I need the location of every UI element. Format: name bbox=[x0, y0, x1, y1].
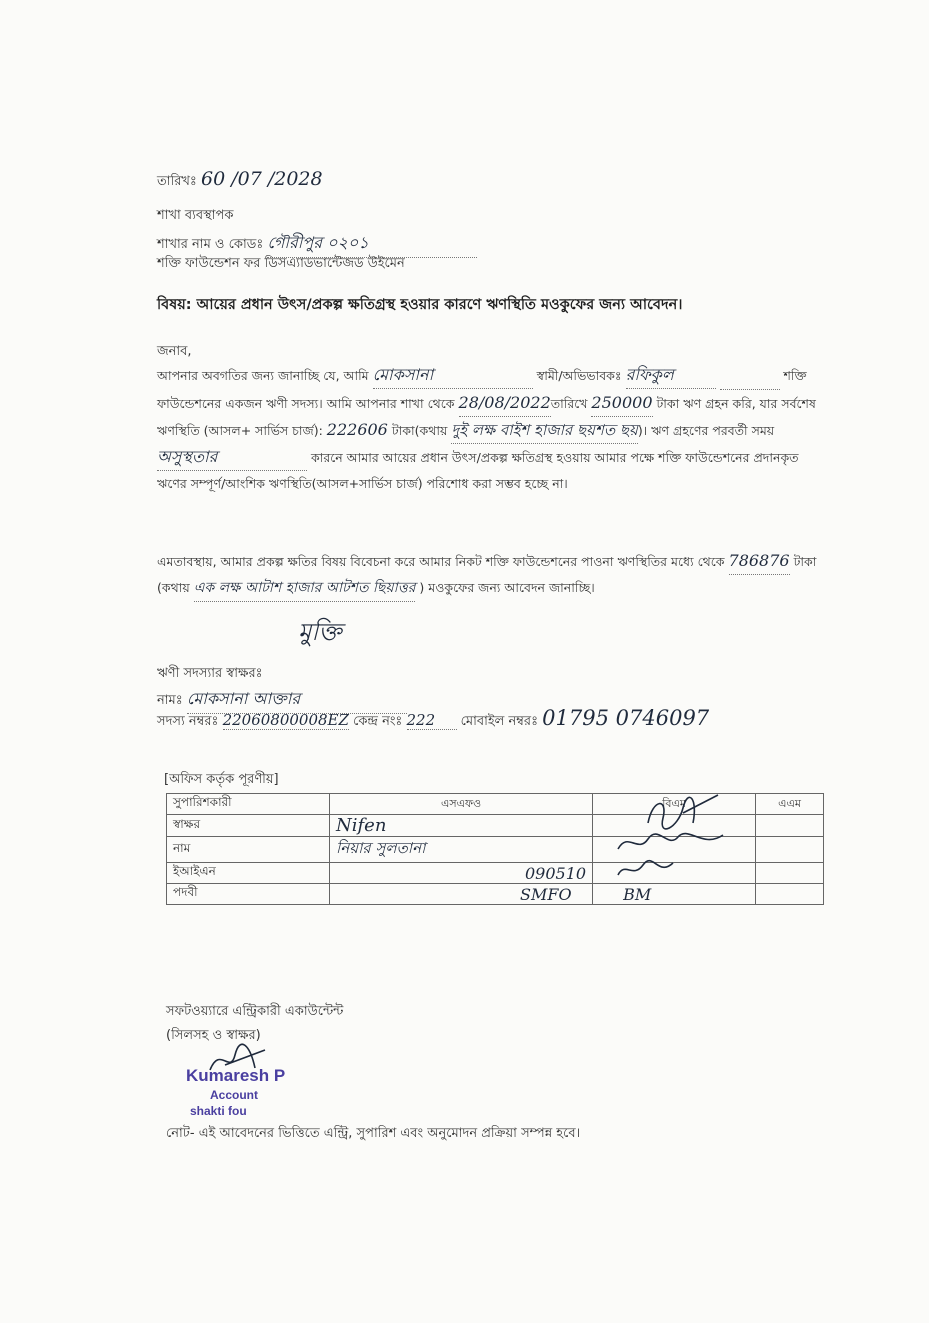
name-label: নামঃ bbox=[157, 693, 183, 708]
column-header: এসএফও bbox=[330, 794, 593, 815]
table-row bbox=[167, 837, 824, 863]
accountant-stamp-title: Account bbox=[210, 1088, 258, 1102]
row-label: স্বাক্ষর bbox=[167, 815, 330, 837]
p1-text-b: স্বামী/অভিভাবকঃ bbox=[536, 368, 622, 383]
borrower-signature: মুক্তি bbox=[298, 618, 342, 646]
balance-amount: 222606 bbox=[326, 420, 388, 439]
p1-text-g: )। ঋণ গ্রহণের পরবর্তী সময় bbox=[637, 423, 775, 438]
table-cell bbox=[756, 837, 824, 863]
table-cell bbox=[756, 863, 824, 884]
row-label: ইআইএন bbox=[167, 863, 330, 884]
branch-value: গৌরীপুর ০২০১ bbox=[267, 230, 477, 258]
footer-note: নোট- এই আবেদনের ভিত্তিতে এন্ট্রি, সুপারিশ এবং অনুমোদন প্রক্রিয়া সম্পন্ন হবে। bbox=[166, 1126, 581, 1141]
table-row bbox=[167, 863, 824, 884]
table-cell: নিয়ার সুলতানা bbox=[330, 837, 593, 863]
column-header: এএম bbox=[756, 794, 824, 815]
mobile-number: 01795 0746097 bbox=[542, 706, 710, 730]
body-paragraph-2 bbox=[157, 548, 827, 602]
applicant-name: মোকসানা bbox=[373, 362, 533, 389]
bm-signature bbox=[643, 793, 723, 833]
branch-label: শাখার নাম ও কোডঃ bbox=[157, 237, 264, 252]
table-cell: SMFO bbox=[330, 884, 593, 905]
salutation: জনাব, bbox=[157, 344, 192, 359]
org-line: শক্তি ফাউন্ডেশন ফর ডিসএ্যাডভান্টেজড উইমেন bbox=[157, 256, 405, 271]
seal-line: (সিলসহ ও স্বাক্ষর) bbox=[166, 1028, 261, 1043]
damage-reason: অসুস্থতার bbox=[157, 444, 307, 471]
date-value: 60 /07 /2028 bbox=[201, 168, 323, 190]
table-row bbox=[167, 884, 824, 905]
subject-line: বিষয়: আয়ের প্রধান উৎস/প্রকল্প ক্ষতিগ্রস্থ হওয়ার কারণে ঋণস্থিতি মওকুফের জন্য আবেদন। bbox=[157, 297, 683, 313]
p1-text-a: আপনার অবগতির জন্য জানাচ্ছি যে, আমি bbox=[157, 368, 369, 383]
p2-text-b: টাকা (কথায় bbox=[157, 554, 817, 595]
member-number: 22060800008EZ bbox=[222, 711, 349, 729]
member-line bbox=[157, 706, 709, 733]
balance-in-words: দুই লক্ষ বাইশ হাজার ছয়শত ছয় bbox=[451, 417, 637, 444]
center-number: 222 bbox=[407, 711, 457, 730]
p2-text-c: ) মওকুফের জন্য আবেদন জানাচ্ছি। bbox=[419, 580, 595, 595]
accountant-stamp-name: Kumaresh P bbox=[186, 1066, 286, 1085]
mobile-label: মোবাইল নম্বরঃ bbox=[460, 714, 539, 729]
table-cell: Nifen bbox=[330, 815, 593, 837]
table-row bbox=[167, 794, 824, 815]
p2-text-a: এমতাবস্থায়, আমার প্রকল্প ক্ষতির বিষয় বিবেচনা করে আমার নিকট শক্তি ফাউন্ডেশনের পাওনা ঋণস্থিতির মধ্যে থেকে bbox=[157, 554, 725, 569]
column-header: বিএম bbox=[593, 794, 756, 815]
p1-text-d: তারিখে bbox=[550, 396, 588, 411]
borrower-signature-label: ঋণী সদস্যার স্বাক্ষরঃ bbox=[157, 666, 263, 681]
table-cell: BM bbox=[593, 884, 756, 905]
waiver-in-words: এক লক্ষ আটাশ হাজার আটশত ছিয়াত্তর bbox=[194, 575, 416, 602]
body-paragraph-1 bbox=[157, 362, 827, 497]
borrower-name: মোকসানা আক্তার bbox=[187, 686, 407, 714]
row-label: নাম bbox=[167, 837, 330, 863]
accountant-line: সফটওয়্যারে এন্ট্রিকারী একাউন্টেন্ট bbox=[166, 1004, 344, 1019]
member-label: সদস্য নম্বরঃ bbox=[157, 714, 219, 729]
bm-name-scrawl bbox=[613, 829, 743, 859]
guardian-blank bbox=[720, 363, 780, 390]
center-label: কেন্দ্র নংঃ bbox=[353, 714, 403, 729]
row-label: সুপারিশকারী bbox=[167, 794, 330, 815]
waiver-amount: 786876 bbox=[729, 548, 790, 575]
table-cell bbox=[756, 815, 824, 837]
guardian-name: রফিকুল bbox=[626, 362, 716, 389]
p1-text-e: টাকা ঋণ গ্রহন করি, যার সর্বশেষ ঋণস্থিতি (আসল+ সার্ভিস চার্জ): bbox=[157, 396, 816, 438]
table-cell: 090510 bbox=[330, 863, 593, 884]
table-cell bbox=[593, 863, 756, 884]
date-label: তারিখঃ bbox=[157, 174, 197, 189]
bm-ein-scrawl bbox=[613, 857, 683, 883]
office-table bbox=[166, 793, 824, 905]
branch-manager-line: শাখা ব্যবস্থাপক bbox=[157, 208, 234, 223]
date-line bbox=[157, 168, 323, 193]
office-caption: [অফিস কর্তৃক পূরণীয়] bbox=[164, 772, 279, 787]
p1-text-c: শক্তি ফাউন্ডেশনের একজন ঋণী সদস্য। আমি আপনার শাখা থেকে bbox=[157, 368, 807, 411]
accountant-stamp-org: shakti fou bbox=[190, 1104, 247, 1118]
p1-text-f: টাকা(কথায় bbox=[391, 423, 448, 438]
loan-amount: 250000 bbox=[591, 390, 652, 417]
p1-text-h: কারনে আমার আয়ের প্রধান উৎস/প্রকল্প ক্ষতিগ্রস্থ হওয়ায় আমার পক্ষে শক্তি ফাউন্ডেশনের প্রদানকৃত ঋণের সম্পূর্ণ/আংশিক ঋণস্থিতি(আসল+সার্ভিস চার্জ) পরিশোধ করা সম্ভব হচ্ছে না। bbox=[157, 450, 799, 491]
row-label: পদবী bbox=[167, 884, 330, 905]
table-cell bbox=[756, 884, 824, 905]
loan-date: 28/08/2022 bbox=[459, 390, 551, 417]
